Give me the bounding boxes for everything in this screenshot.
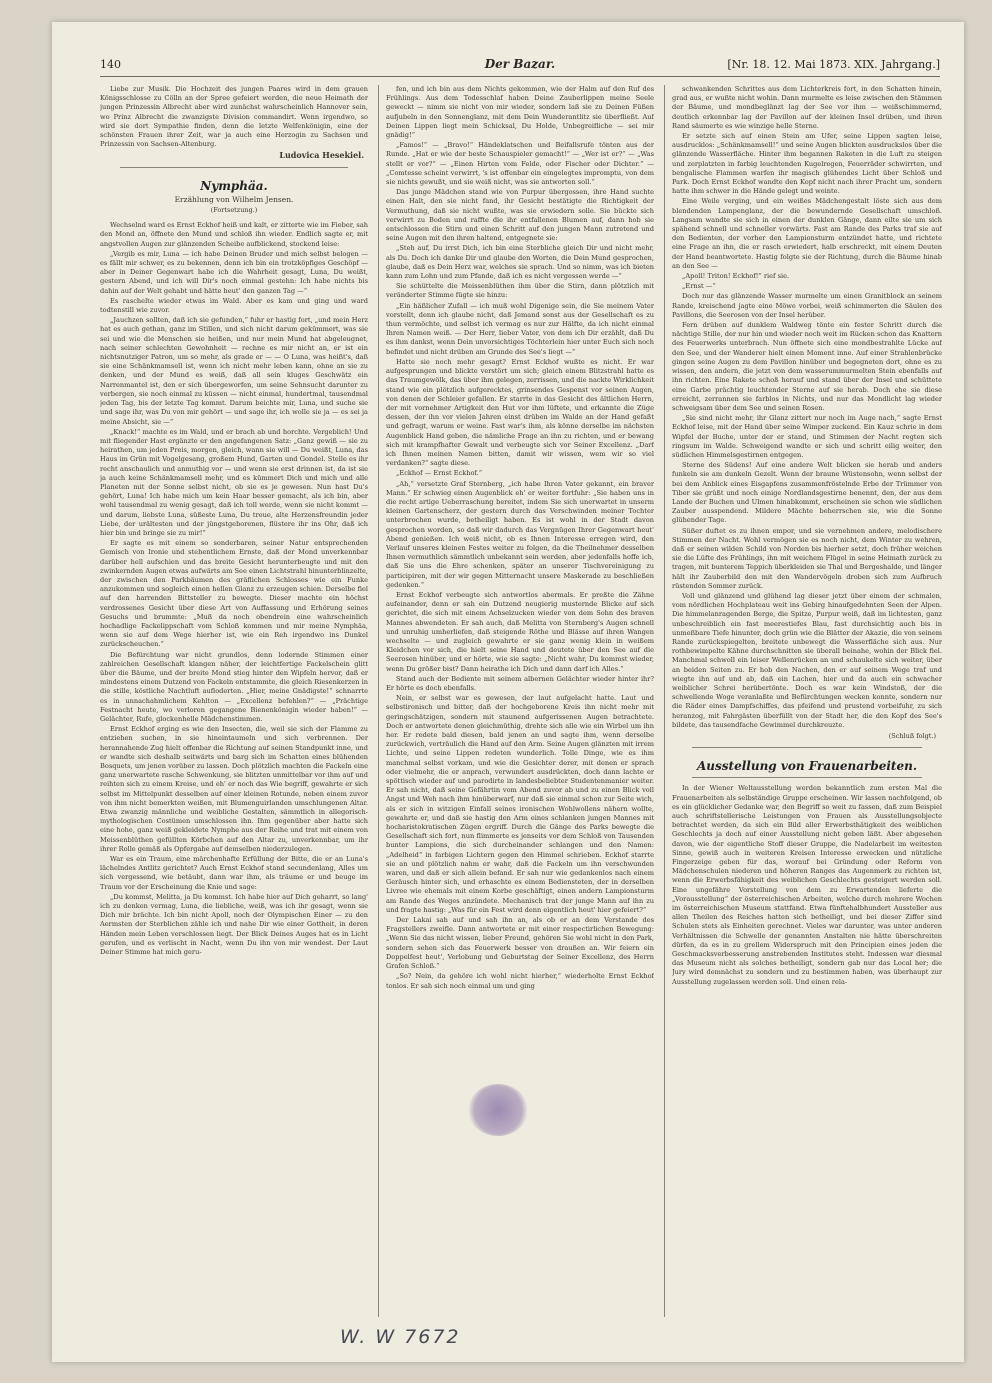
- page-number: 140: [100, 58, 121, 71]
- story-conclusion: [672, 85, 942, 730]
- page-header: [100, 58, 940, 78]
- library-stamp: [468, 1084, 528, 1136]
- paragraph: Sie schüttelte die Meissenblüthen ihm über die Stirn, dann plötzlich mit veränderter Stimme fügte sie hinzu:: [386, 282, 654, 300]
- paragraph: Ernst Eckhof erging es wie den Insecten, die, weil sie sich der Flamme zu entziehen suchen, in sie hineintaumeln und sich verbrennen. Der herannahende Zug hielt offenbar die Richtung auf seinen Standpunkt inne, und er wandte sich deshalb seitwärts und barg sich im Schatten eines blühenden Bosquets, um jenen vorüber zu lassen. Doch plötzlich machten die Fackeln eine ganz unerwartete rasche Schwenkung, sie blitzten unmittelbar vor ihm auf und reihten sich zu einem Kreise, und eh' er noch das Wie begriff, gewahrte er sich selbst im Mittelpunkt desselben auf einer kleinen Rotunde, neben einem zuvor von ihm nicht bemerkten weißen, mit Blumenguirlanden umschlungenen Altar. Etwa zwanzig männliche und weibliche Gestalten, sämmtlich in allegorisch-mythologischen Costümen umschlossen ihn. Ihm gegenüber aber hatte sich eine hohe, ganz weiß gekleidete Nymphe aus der Reihe und trat mit einem von Meissenblüthen gefüllten Körbchen auf den Altar zu, unverkennbar, um ihr ihrer Rolle gemäß als Opfergabe auf demselben niederzulegen.: [100, 725, 368, 853]
- header-rule: [100, 76, 940, 77]
- paragraph: „Ernst —“: [682, 282, 716, 291]
- article-body: [672, 784, 942, 986]
- paragraph: Die Befürchtung war nicht grundlos, denn lodernde Stimmen einer zahlreichen Gesellschaft klangen näher, der leichtfertige Fackelschein glitt über die Bäume, und der breite Mond stieg hinter den Wipfeln hervor, daß er mindestens einem Dutzend von Fackeln entstammte, die gleich Riesenkerzen in die stille, köstliche Nachtluft aufloderten. „Hier, meine Gnädigste!“ schnarrte es in unnachahmlichem Kehlton — „Excellenz befehlen?“ — „Prächtige Festnacht heute, wo verloren gegangene Bienenkönigin wieder haben!“ — Gelächter, Rufe, glockenhelle Mädchenstimmen.: [100, 650, 368, 723]
- paragraph: War es ein Traum, eine märchenhafte Erfüllung der Bitte, die er an Luna's lächelndes Antlitz gerichtet? Auch Ernst Eckhof stand secundenlang, Alles um sich vergessend, wie betäubt, dann war ihm, als träume er und beuge im Traum vor der Erscheinung die Knie und sage:: [100, 855, 368, 891]
- paragraph: „Vergib es mir, Luna — ich habe Deinen Bruder und mich selbst belogen — es fällt mir schwer, es zu bekennen, denn ich bin ein trotzköpfiges Geschöpf — aber in Deiner Gegenwart habe ich die Wahrheit gesagt, Luna, Du weißt, gestern Abend, und ich will Dir's noch einmal gestehn: Ich habe nichts bis dahin auf der Welt gehabt und hätte heut' den ganzen Tag —“: [100, 249, 368, 295]
- section-divider: [120, 167, 348, 168]
- paragraph: fen, und ich bin aus dem Nichts gekommen, wie der Halm auf den Ruf des Frühlings. Aus dem Todesschlaf haben Deine Zauberlippen meine Seele geweckt — nimm sie nicht von mir wieder, sondern laß sie zu Deinen Füßen aufjubeln in den Sonnenglanz, mit dem Dein Wunderantlitz sie überfließt. Auf Deinen Lippen liegt mein Schicksal, Du Holde, Unbegreifliche — sei mir gnädig!“: [386, 85, 654, 140]
- handwritten-shelfmark: W. W 7672: [340, 1326, 461, 1348]
- column-3: [672, 85, 942, 1325]
- column-divider: [378, 85, 379, 1317]
- issue-info: [Nr. 18. 12. Mai 1873. XIX. Jahrgang.]: [727, 58, 940, 71]
- story-title: Nymphäa.: [200, 178, 268, 193]
- paragraph: Wechselnd ward es Ernst Eckhof heiß und kalt, er zitterte wie im Fieber, sah den Mond an, öffnete den Mund und schloß ihn wieder. Endlich sagte er, mit angstvollen Augen zur glänzenden Scheibe aufblickend, stockend leise:: [100, 221, 368, 248]
- section-divider: [692, 747, 922, 748]
- paragraph: Fern drüben auf dunklem Waldweg tönte ein fester Schritt durch die nächtige Stille, der nur hin und wieder noch weit im Rücken schon das Knattern des Feuerwerks unterbrach. Nun öffnete sich eine mondbestrahlte Lücke auf den See, und der Wanderer hielt einen Moment inne. Auf einer Strahlenbrücke gingen seine Augen zu dem Pavillon hinüber und begegneten dort, ohne es zu wissen, den andern, die jetzt von dem wasserummurmelten Stein ebenfalls auf ihn richten. Eine Rakete schoß herauf und stand über der Insel und schüttete eine Garbe prächtig leuchtender Sterne auf sie herab. Doch ehe sie diese erreicht, zerrannen sie farblos in Nichts, und nur das Mondlicht lag wieder schweigsam über dem See und seinen Rosen.: [672, 321, 942, 412]
- paragraph: Voll und glänzend und glühend lag dieser jetzt über einem der schmalen, vom nördlichen Hochplateau weit ins Gebirg hinaufgedehnten Seen der Alpen. Die himmelanragenden Berge, die Spitze, Purpur weiß, daß im lichtesten, ganz unbeschreiblich ein fast meerestiefes Blau, fast durchsichtig auch bis in unmeßbare Tiefe hinunter, doch grün wie die Blätter der Akazie, die von seinem Rande zurückspiegelten, breitete unbewegt die Wasserfläche sich aus. Nur rothbewimpelte Kähne durchschnitten sie überall beinahe, wohin der Blick fiel. Manchmal schwoll ein leiser Wellenrücken an und schaukelte sich weiter, über an beiden Seiten zu. Er hob den Nachen, den er auf seinem Wege traf und wiegte ihn auf und ab, daß ein Lachen, hier und da auch ein schwacher weiblicher Schrei herübertönte. Doch es war kein Windstoß, der die schwellende Woge veranlaßte und Befürchtungen wecken konnte, sondern nur die Räder eines Dampfschiffes, das pfeifend und prustend vorbeifuhr, zu sich heranzog, mit Fahrgästen überfüllt von der Stadt her, die den Kopf des See's bildete, das tausendfache Gewimmel durchkreuzte.: [672, 591, 942, 729]
- paragraph: „Ah,“ versetzte Graf Sternberg, „ich habe Ihren Vater gekannt, ein braver Mann.“ Er schwieg einen Augenblick eh' er weiter fortfuhr: „Sie haben uns in die recht artige Ueberraschung bereitet, indem Sie sich unerwartet in unserm kleinen Gartenscherz, der gestern durch das Verschwinden meiner Tochter unterbrochen wurde, betheiligt haben. Es ist wohl in der Stadt davon gesprochen worden, so daß wir dadurch das Vergnügen Ihrer Gegenwart heut' Abend genießen. Ich weiß nicht, ob es Ihnen Interesse erregen wird, den Verlauf unseres kleinen Festes weiter zu folgen, da die Theilnehmer desselben Ihnen vermuthlich sämmtlich unbekannt sein werden, aber jedenfalls hoffe ich, daß Sie uns die Ehre schenken, später an unserer Tischvereinigung zu participiren, mit der wir gegen Mitternacht unsere Maskerade zu beschließen gedenken.“: [386, 479, 654, 589]
- paragraph: Doch nur das glänzende Wasser murmelte um einen Granitblock an seinem Rande, kreischend jagte eine Möwe vorbei, weiß schimmerten die Säulen des Pavillons, die Seerosen von der Insel herüber.: [672, 292, 942, 319]
- paragraph: Hatte sie noch mehr gesagt? Ernst Eckhof wußte es nicht. Er war aufgesprungen und blickte verstört um sich; gleich einem Blitzstrahl hatte es das Traumgewölk, das über ihm gelegen, zerrissen, und die nackte Wirklichkeit stand wie ein plötzlich aufgerecktes, grinsendes Gespenst vor seinen Augen, von denen der Schleier gefallen. Er starrte in das Gesicht des ältlichen Herrn, der mit vornehmer Artigkeit den Hut vor ihm lüftete, und erkannte die Züge dessen, der ihn vor vielen Jahren einst drüben im Walde an der Hand gefaßt und gefragt, warum er weine. Fast war's ihm, als könne derselbe im nächsten Augenblick Hand geben, die nämliche Frage an ihn zu richten, und er bewang sich mit krampfhafter Gewalt und verbeugte sich vor Seiner Excellenz. „Darf ich Ihnen meinen Namen bitten, damit wir wissen, wem wir so viel verdanken?“ sagte diese.: [386, 357, 654, 468]
- paragraph: „Du kommst, Melitta, ja Du kommst. Ich habe hier auf Dich geharrt, so lang' ich zu denken vermag, Luna, die liebliche, weiß, was ich ihr gesagt, wenn sie Dich mir brächte. Ich bin nicht Apoll, noch der Olympischen Einer — zu den Aermsten der Sterblichen zähle ich und nahe Dir wie einer Gottheit, in deren Händen mein Leben verschlossen liegt. Der Blick Deines Auges hat es in Licht gerufen, und es verlischt in Nacht, wenn Du ihn von mir wendest. Der Laut Deiner Stimme hat mich geru-: [100, 892, 368, 957]
- article-title: Ausstellung von Frauenarbeiten.: [697, 759, 917, 774]
- story-continuation: (Fortsetzung.): [210, 206, 258, 215]
- column-1: [100, 85, 368, 1325]
- paragraph: Stand auch der Bediente mit seinem albernen Gelächter wieder hinter ihr? Er hörte es doch ebenfalls.: [386, 674, 654, 692]
- paragraph: „Ein häßlicher Zufall — ich muß wohl Digenige sein, die Sie meinem Vater vorstellt, denn ich glaube nicht, daß Jemand sonst aus der Gesellschaft es zu thun vermöchte, und selbst ich vermag es nur zur Hälfte, da ich nicht einmal Ihren Namen weiß. — Der Herr, lieber Vater, von dem ich Dir erzählt, daß Du es ihm dankst, wenn Dein unvorsichtiges Töchterlein hier unter Euch sich noch befindet und nicht drüben am Grunde des See's liegt —“: [386, 301, 654, 356]
- paragraph: „Eckhof — Ernst Eckhof.“: [396, 469, 483, 478]
- story-subtitle: Erzählung von Wilhelm Jensen.: [174, 194, 294, 204]
- paragraph: „So? Nein, da gehöre ich wohl nicht hierher,“ wiederholte Ernst Eckhof tonlos. Er sah sich noch einmal um und ging: [386, 972, 654, 990]
- paragraph: „Sie sind nicht mehr, ihr Glanz zittert nur noch im Auge nach,“ sagte Ernst Eckhof leise, mit der Hand über seine Wimper zuckend. Ein Kauz schrie in dem Wipfel der Buche, unter der er stand, und Stimmen der Nacht regten sich ringsum im Walde. Schweigend wandte er sich und schritt eilig weiter, den südlichen Himmelsgestirnen entgegen.: [672, 414, 942, 459]
- paragraph: Er setzte sich auf einen Stein am Ufer, seine Lippen sagten leise, ausdrucklos: „Schänkmamsell!“ und seine Augen blickten ausdruckslos über die glänzende Wasserfläche. Hinter ihm begannen Raketen in die Luft zu steigen und zerplatzten in farbig leuchtenden Kugelregen, Feuerräder schwirrten, und bengalische Flammen warfen ihr magisch glühendes Licht über Schloß und Park. Doch Ernst Eckhof wandte den Kopf nicht nach ihrer Pracht um, sondern hatte ihm schwer in die Hände gelegt und weinte.: [672, 132, 942, 196]
- paragraph: Er sagte es mit einem so sonderbaren, seiner Natur entsprechenden Gemisch von Ironie und stehentlichem Ernste, daß der Mond unverkennbar darüber hell aufschien und das breite Gesicht herunterbeugte und mit den zwinkernden Augen etwas aufwärts am See einen Lichtstrahl hinunterblinzelte, der zwischen den Parkbäumen des gräflichen Schlosses wie ein Funke anzukommen und sogleich einen hellen Glanz zu erzeugen schien. Derselbe fiel auf den harrenden Bittsteller zu bewegte. Dieser machte ein höchst verdrossenes Gesicht über diese Art von Auffassung und Erhörung seines Gesuchs und brummte: „Muß da noch obendrein eine wahrscheinlich hochadlige Fackelippschaft vom Schloß kommen und mir meine Nymphäa, wenn sie auf dem Wege hierher ist, wie ein Reh irgendwo ins Dunkel zurückscheuchen.“: [100, 539, 368, 649]
- intro-section: [100, 85, 368, 149]
- section-divider: [692, 777, 922, 778]
- paragraph: „Jauchzen sollten, daß ich sie gefunden,“ fuhr er hastig fort, „und mein Herz hat es auch gethan, ganz im Stillen, und sich nicht darum gekümmert, was sie sei und wie die Menschen sie heißen, und nur mein Mund hat abgeleugnet, nach seiner schlechten Gewohnheit — rechne es mir nicht an, er ist ein nichtsnutziger Patron, um so mehr, als grade er — — O Luna, was heißt's, daß sie eine Schänkmamsell ist, wenn ich nicht mehr leben kann, ohne an sie zu denken, und der Mund es weiß, daß all sein kluges Geschwätz ein Narrenmantel ist, den er sich übergeworfen, um seine Sehnsucht darunter zu verbergen, sie noch einmal zu küssen — nicht einmal, hundertmal, tausendmal jeden Tag, bis der letzte Tag kommt. Darum beichte mir, Luna, und suche sie und sage ihr, was Du von mir gehört — und sage ihr, ich wolle sie ja — es sei ja meine Absicht, sie —“: [100, 316, 368, 426]
- paragraph: Eine Weile verging, und ein weißes Mädchengestalt löste sich aus dem blendenden Lampenglanz, der die bewundernde Gesellschaft umschloß. Langsam wandte sie sich in einen der dunklen Gänge, dann eilte sie um sich spähend schnell und schneller vorwärts. Fast am Rande des Parks traf sie auf den Bedienten, der vorher den Lampionsturm entzündet hatte, und richtete eine Frage an ihn, die er rasch erwiedert, halb erschreckt, mit einem Deuten der Hand beantwortete. Hastig folgte sie der Richtung, durch die Bäume hinab an den See —: [672, 197, 942, 270]
- signature: Ludovica Hesekiel.: [279, 150, 364, 161]
- paragraph: Liebe zur Musik. Die Hochzeit des jungen Paares wird in dem grauen Königsschlosse zu Cölln an der Spree gefeiert werden, die neue Heimath der jungen Prinzessin Albrecht aber wird zunächst wahrscheinlich Hannover sein, wo Prinz Albrecht die zwanzigste Division commandirt. Wenn irgendwo, so wird sie dort Sympathie finden, denn die letzte Welfenkönigin, eine der schönsten Frauen ihrer Zeit, war ja auch eine Herzogin zu Sachsen und Prinzessin von Sachsen-Altenburg.: [100, 85, 368, 149]
- story-body: [100, 221, 368, 957]
- paragraph: „Famos!“ — „Bravo!“ Händeklatschen und Beifallsrufe tönten aus der Runde. „Hat er wie der beste Schauspieler gemacht!“ — „Wer ist er?“ — „Was stellt er vor?“ — „Einen Hirten vom Felde, oder Fischer oder Dichter.“ — „Comtesse scheint verwirrt, 's ist offenbar ein eingelegtes impromptu, von dem sie nichts gewußt, und sie weiß nicht, was sie antworten soll.“: [386, 141, 654, 187]
- paragraph: „Apoll! Triton! Eckhof!“ rief sie.: [682, 272, 790, 281]
- column-2: [386, 85, 654, 1325]
- story-body-continued: [386, 85, 654, 991]
- paragraph: Es raschelte wieder etwas im Wald. Aber es kam und ging und ward todtenstill wie zuvor.: [100, 296, 368, 315]
- paragraph: Süßer duftet es zu ihnen empor, und sie vernehmen andere, melodischere Stimmen der Nacht. Wohl vermögen sie es noch nicht, dem Winter zu wehren, daß er seinen wilden Schild von Norden bis hierher setzt, doch früher weichen sie die Lüfte des Frühlings, ihn mit weichem Flügel in seine Heimath zurück zu tragen, mit bunterem Teppich überkleiden sie Thal und Bergeshalde, und länger hält ihr Zauberbild den mit den Wandervögeln droben sich zum Aufbruch rüstenden Sommer zurück.: [672, 526, 942, 590]
- paragraph: „Knack!“ machte es im Wald, und er brach ab und horchte. Vergeblich! Und mit fliegender Hast ergänzte er den angefangenen Satz: „Ganz gewiß — sie zu heirathen, um jeden Preis, morgen, gleich, wann sie will — Du weißt, Luna, das Haus im Grün mit Vogelgesang, großem Hund, Garten und Gondel. Stelle es ihr recht anschaulich und anmuthig vor — und wenn sie erst drinnen ist, da ist sie ja auch keine Schänkmamsell mehr, und es kümmert Dich und mich und alle Planeten mit der Sonne selbst nicht, ob sie es je gewesen. Nun hast Du's gehört, Luna! Ich habe mich um kein Haar besser gemacht, als ich bin, aber wohl tausendmal zu wenig gesagt, daß ich toll werde, wenn sie nicht kommt — und darum, liebste Luna, süßeste Luna, Du treue, alte Herzensfreundin jeder Liebe, der urältesten und der jüngstgeborenen, flüstere ihr ins Ohr, daß ich hier bin und bringe sie zu mir!“: [100, 427, 368, 537]
- paragraph: schwankenden Schrittes aus dem Lichterkreis fort, in den Schatten hinein, grad aus, er wußte nicht wohin. Dann murmelte es leise zwischen den Stämmen der Bäume, und mondbeglänzt lag der See vor ihm — weißschimmernd, deutlich erkennbar lag der Pavillon auf der kleinen Insel drüben, und ihren Rand säumerte es wie winzige helle Sterne.: [672, 85, 942, 130]
- paragraph: In der Wiener Weltausstellung werden bekanntlich zum ersten Mal die Frauenarbeiten als selbständige Gruppe erscheinen. Wir lassen nachfolgend, ob es ein glücklicher Gedanke war, den Begriff so weit zu fassen, daß zum Beispiel auch schriftstellerische Leistungen von Frauen als Ausstellungsobjecte betrachtet werden, da sich ein Bild aller Erwerbsthätigkeit des weiblichen Geschlechts ja doch auf einer Ausstellung nicht geben läßt. Aber abgesehen davon, wie der eigentliche Stoff dieser Gruppe, die Nadelarbeit im weitesten Sinne, gewiß auch in weiteren Kreisen Interesse erwecken und nützliche Fingerzeige geben für das, worauf bei Gründung oder Reform von Mädchenschulen niederen und höheren Ranges das Augenmerk zu richten ist, wenn die Erwerbsfähigkeit des weiblichen Geschlechts gesteigert werden soll. Eine ungefähre Vorstellung von dem zu Erwartenden lieferte die „Vorausstellung“ der österreichischen Arbeiten, welche durch mehrere Wochen im österreichischen Museum stattfand. Etwa fünftehalbhundert Aussteller aus allen Theilen des Reiches hatten sich betheiligt, und bei dieser Ziffer sind Schulen stets als Einheiten gerechnet. Vieles war darunter, was unter anderen Verhältnissen die Schwelle der genannten Anstalten nie hätte überschreiten dürfen, da es in zu grellem Widerspruch mit den Principien eines jeden die Geschmacksverbesserung anstrebenden Institutes steht. Indessen war diesmal das Museum nicht als solches betheiligt, sondern gab nur das Local her; die Jury wird demnächst zu sondern und zu bestimmen haben, was überhaupt zur Ausstellung zugelassen werden soll. Und einen rela-: [672, 784, 942, 986]
- paragraph: Nein, er selbst war es gewesen, der laut aufgelacht hatte. Laut und selbstironisch und bitter, daß der hochgeborene Kreis ihn nicht mehr mit geringschätzigen, sondern mit staunend aufgerissenen Augen betrachtete. Doch er antwortete denen gleichmüthig, drehte sich alle wie ein Wirbel um ihn her. Er redete bald diesen, bald jenen an und sagte ihm, wenn derselbe zurückwich, verträulich die Hand auf den Arm. Seine Augen glänzten mit irrem Lichte, und seine Lippen redeten wunderlich. Tolle Dinge, wie es ihm manchmal selbst vorkam, und wie die Gesichter derer, mit denen er sprach oder vielmehr, die er anprach, verwundert ausdrückten, doch dann lachte er spöttisch wieder auf und parodirte in landesbeliebter Studentenmanier weiter. Er sah nicht, daß seine Gefährtin vom Abend zuvor ab und zu einen Blick voll Angst und Weh nach ihm hinüberwarf, nur daß sie einmal schon zur Seite wich, als er sich in witzigen Einfall seines ironischen Wohlwollens nähern wollte, gewahrte er, und daß sie hastig den Arm eines schlanken jungen Mannes mit hocharistokratischen Zügen ergriff. Durch die Gänge des Parks bewegte die Gesellschaft sich fort, nun flimmerte es jenseits vor dem Schloß von Tausenden bunter Lampions, die sich durcheinander schlangen und den Namen: „Adelheid“ in farbigen Lichtern gegen den Himmel schrieben. Eckhof starrte sie an und plötzlich nahm er wahr, daß die Fackeln um ihn verschwunden waren, und daß er sich allein befand. Er sah nur wie gedankenlos nach einem Geräusch hinter sich, und erhaschte es einem Bediensteten, der in derselben Livree wie ehemals mit einem Korbe geschäftigt, einen andern Lampionsturm am Rande des Weges anzündete. Mechanisch trat der junge Mann auf ihn zu und fragte hastig: „Was für ein Fest wird denn eigentlich heut' hier gefeiert?“: [386, 694, 654, 914]
- column-divider: [664, 85, 665, 1317]
- paragraph: Der Lakai sah auf und sah ihn an, als ob er an dem Verstande des Fragstellers zweifle. Dann antwortete er mit einer respectirlichen Bewegung: „Wenn Sie das nicht wissen, lieber Freund, gehören Sie wohl nicht in den Park, sondern sehen sich das Feuerwerk besser von draußen an. Wir feiern ein Doppelfest heut', Verlobung und Geburtstag der Seiner Excellenz, des Herrn Grafen Schloß.“: [386, 916, 654, 971]
- to-be-continued-note: (Schluß folgt.): [888, 732, 936, 741]
- paragraph: „Steh auf, Du irrst Dich, ich bin eine Sterbliche gleich Dir und nicht mehr, als Du. Doch ich danke Dir und glaube den Worten, die Dein Mund gesprochen, glaube, daß es Dein Herz war, welches sie sprach. Und so nimm, was ich bieten kann zum Lohn und zum Pfande, daß ich es nicht vergessen werde —“: [386, 244, 654, 281]
- paragraph: Ernst Eckhof verbeugte sich antwortlos abermals. Er preßte die Zähne aufeinander, denn er sah ein Dutzend neugierig musternde Blicke auf sich gerichtet, die sich mit einem Achselzucken wieder von dem Sohn des braven Mannes abwendeten. Er sah auch, daß Melitta von Sternberg's Augen schnell und unruhig umherliefen, daß steigende Röthe und Blässe auf ihren Wangen wechselte — und zugleich gewahrte er sie ganz wenig klein in weißem Kleidchen vor sich, die hielt seine Hand und deutete über den See auf die Seerosen hinüber, und er hörte, wie sie sagte: „Nicht wahr, Du kommst wieder, wenn Du größer bist? Dann heirathe ich Dich und dann darf ich Alles.“: [386, 590, 654, 673]
- paragraph: Sterne des Südens! Auf eine andere Welt blicken sie herab und anders funkeln sie am dunkeln Gezelt. Wenn der braune Wüstensohn, wenn selbst der bei dem Anblick eines Eisgapfens zusammenfröstelnde Erbe der Trümmer von Tiber sie grüßt und noch einige Nordlandsgestirne benennt, den, der aus dem Lande der Buchen und Ulmen hinabkommt, erscheinen sie schon wie südlichen Zauber ausspendend. Mildere Mächte beherrschen sie, wie die Sonne glühender Tage.: [672, 461, 942, 525]
- paragraph: Das junge Mädchen stand wie von Purpur übergossen, ihre Hand suchte einen Halt, den sie nicht fand, ihr Gesicht bestätigte die Richtigkeit der Vermuthung, daß sie nicht wußte, was sie erwiedern solle. Sie bückte sich verwirrt zu Boden und raffte die ihr entfallenen Blumen auf, dann hob sie entschlossen die Stirn und einen Schritt auf den jungen Mann zutretend und seine Augen mit den ihren haltend, entgegnete sie:: [386, 188, 654, 243]
- masthead: Der Bazar.: [484, 57, 556, 71]
